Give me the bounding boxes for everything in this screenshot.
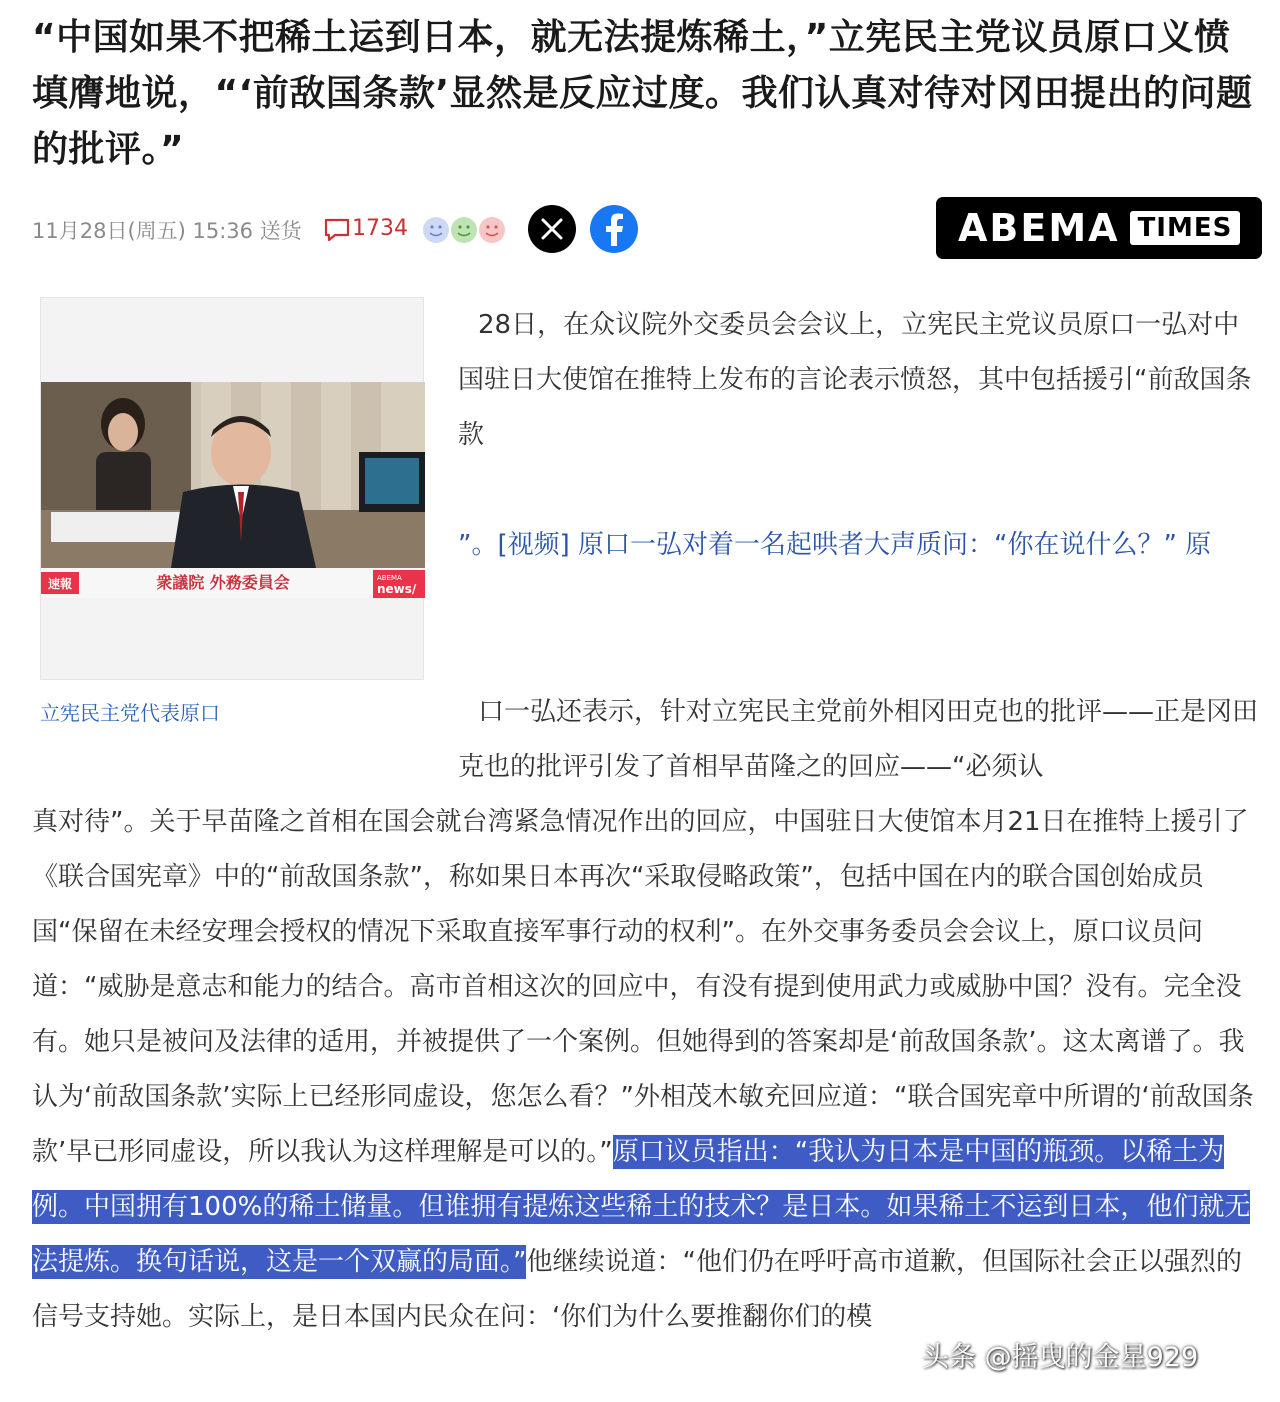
news-photo[interactable] — [40, 297, 424, 680]
video-link[interactable]: ”。[视频] 原口一弘对着一名起哄者大声质问：“你在说什么？” 原 — [458, 530, 1212, 560]
news-logo-top: ABEMA — [377, 574, 402, 582]
news-video-still — [41, 382, 425, 598]
news-badge: 速報 — [47, 577, 73, 591]
news-logo-bottom: news/ — [377, 582, 417, 596]
share-x-button[interactable] — [528, 205, 576, 253]
comment-count[interactable]: 1734 — [352, 216, 408, 241]
share-facebook-button[interactable] — [590, 205, 638, 253]
body-paragraph-3-main: 真对待”。关于早苗隆之首相在国会就台湾紧急情况作出的回应，中国驻日大使馆本月21日在推特上援引了《联合国宪章》中的“前敌国条款”，称如果日本再次“采取侵略政策”，包括中国在内的联合国创始成员国“保留在未经安理会授权的情况下采取直接军事行动的权利”。在外交事务委员会会议上，原口议员问道：“威胁是意志和能力的结合。高市首相这次的回应中，有没有提到使用武力或威胁中国？没有。完全没有。她只是被问及法律的适用，并被提供了一个案例。但她得到的答案却是‘前敌国条款’。这太离谱了。我认为‘前敌国条款’实际上已经形同虚设，您怎么看？”外相茂木敏充回应道：“联合国宪章中所谓的‘前敌国条款’早已形同虚设，所以我认为这样理解是可以的。” — [32, 807, 1254, 1167]
logo-brand: ABEMA — [958, 206, 1120, 250]
publish-date: 11月28日(周五) 15:36 送货 — [32, 219, 302, 243]
reaction-emoji-icons[interactable] — [420, 214, 510, 246]
comment-icon[interactable] — [324, 218, 350, 242]
photo-caption: 立宪民主党代表原口 — [40, 701, 220, 725]
highlighted-quote: 原口议员指出：“我认为日本是中国的瓶颈。以稀土为例。中国拥有100%的稀土储量。但谁拥有提炼这些稀土的技术？是日本。如果稀土不运到日本，他们就无法提炼。换句话说，这是一个双赢的局面。” — [32, 1137, 1251, 1277]
x-logo-icon — [540, 217, 564, 241]
abema-times-logo[interactable] — [936, 197, 1262, 259]
body-paragraph-3 — [32, 795, 1262, 1345]
article-headline: “中国如果不把稀土运到日本，就无法提炼稀土，”立宪民主党议员原口义愤填膺地说，“‘前敌国条款’显然是反应过度。我们认真对待对冈田提出的问题的批评。” — [32, 17, 1253, 170]
body-paragraph-3-intro: 口一弘还表示，针对立宪民主党前外相冈田克也的批评——正是冈田克也的批评引发了首相早苗隆之的回应——“必须认 — [458, 697, 1259, 782]
logo-sub: TIMES — [1130, 211, 1241, 245]
body-paragraph-1: 28日，在众议院外交委员会会议上，立宪民主党议员原口一弘对中国驻日大使馆在推特上发布的言论表示愤怒，其中包括援引“前敌国条款 — [458, 310, 1252, 450]
body-paragraph-3-tail: 他继续说道：“他们仍在呼吁高市道歉，但国际社会正以强烈的信号支持她。实际上，是日本国内民众在问：‘你们为什么要推翻你们的模 — [32, 1247, 1242, 1332]
watermark: 头条 @摇曳的金星929 — [922, 1342, 1199, 1373]
news-banner: 衆議院 外務委員会 — [156, 573, 290, 592]
facebook-logo-icon — [601, 212, 627, 246]
